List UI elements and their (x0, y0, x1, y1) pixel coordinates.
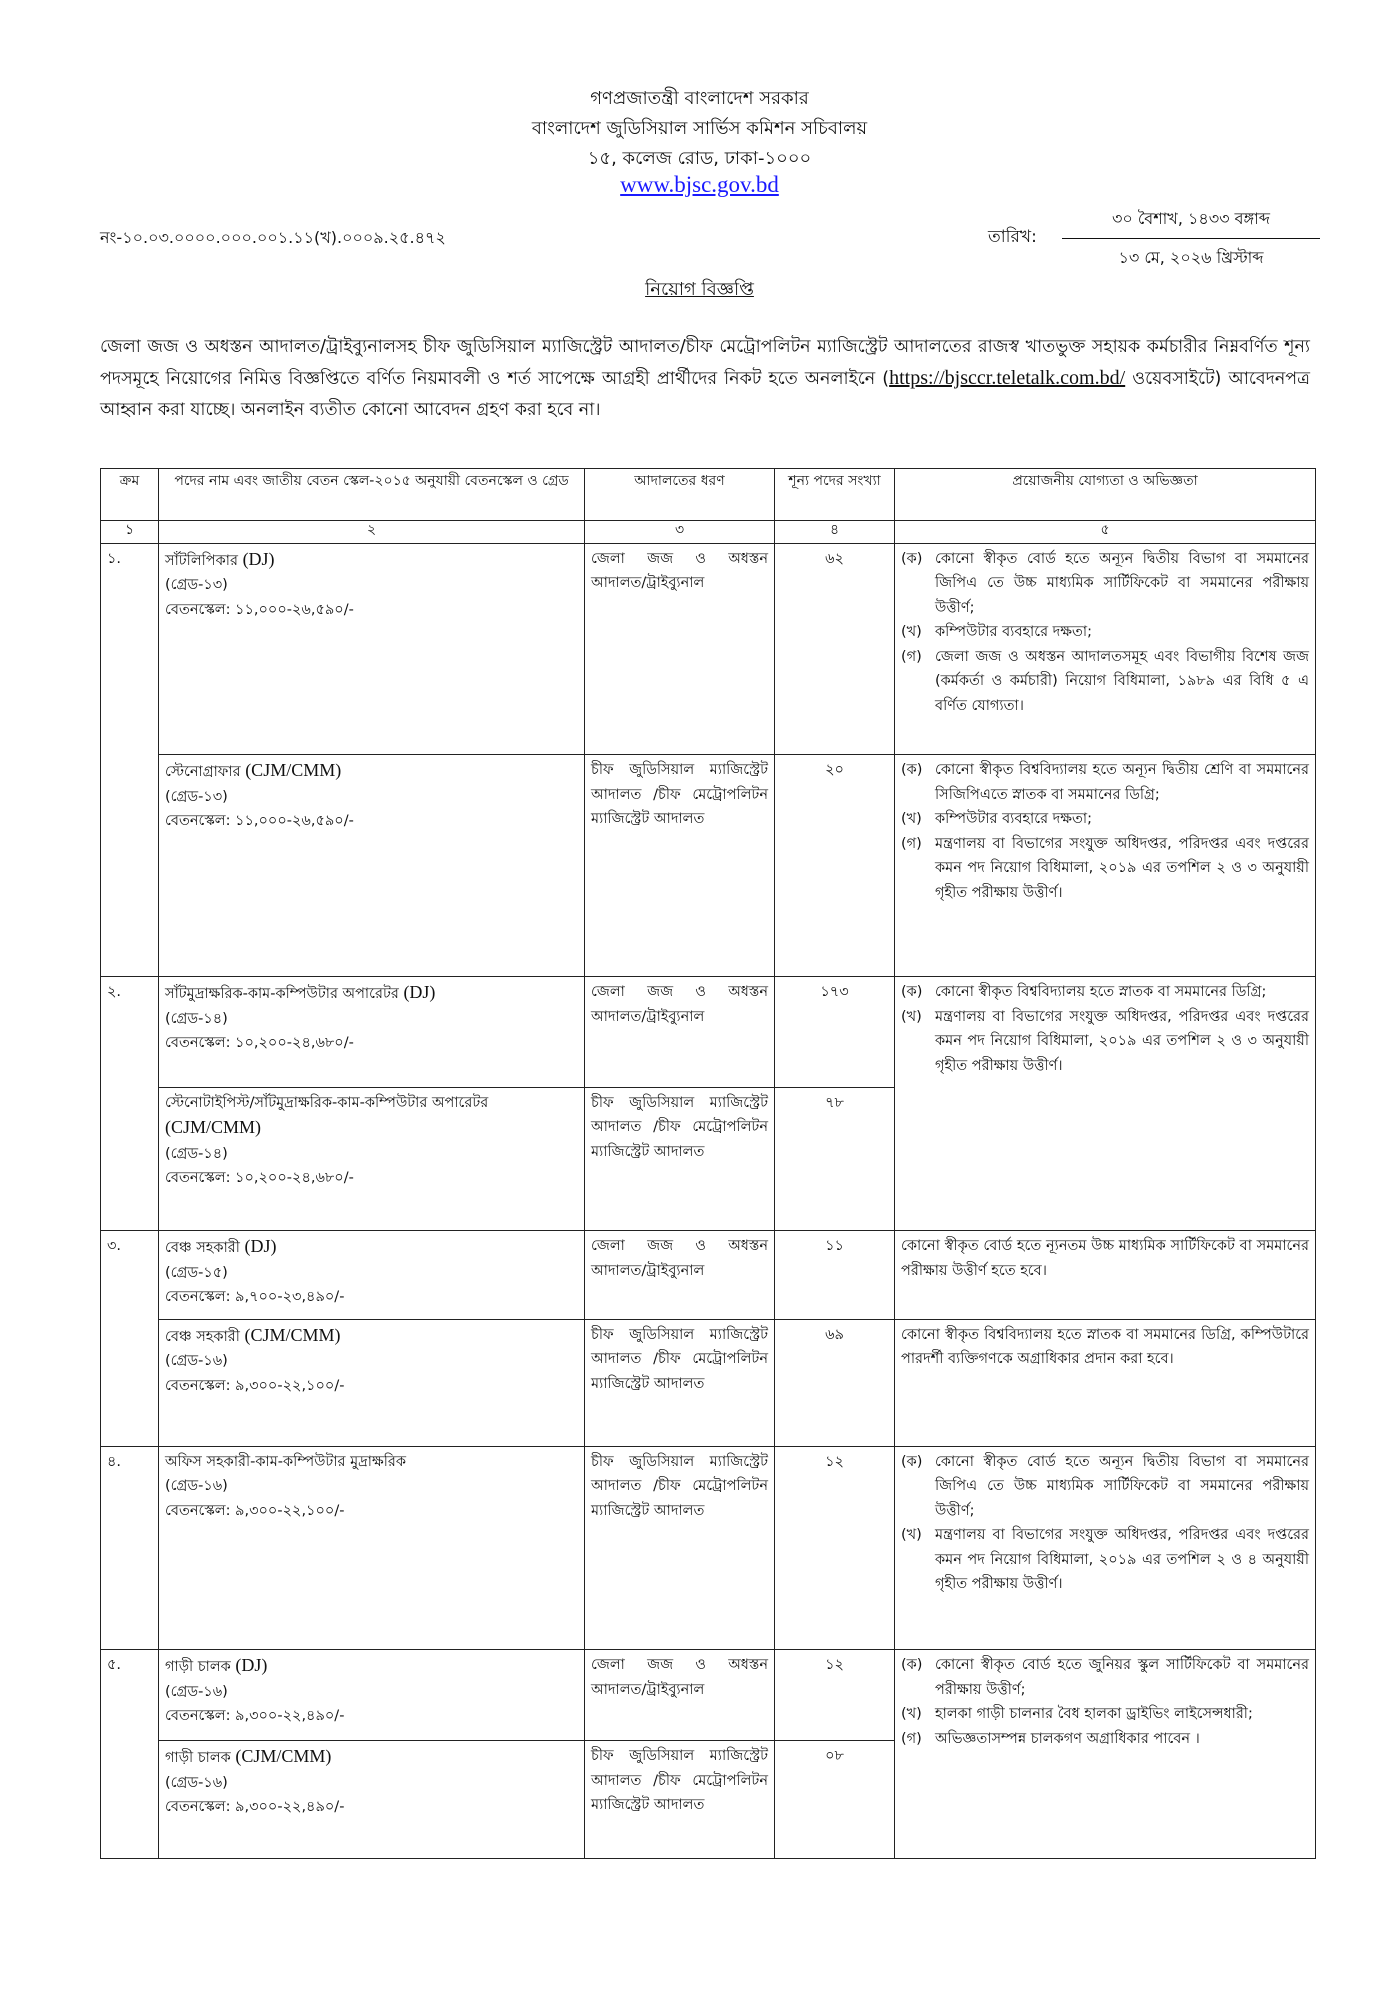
post-scale: বেতনস্কেল: ৯,৩০০-২২,১০০/- (165, 1502, 345, 1519)
row-serial: ২. (101, 977, 159, 1231)
table-row (101, 1319, 1316, 1446)
post-scale: বেতনস্কেল: ১০,২০০-২৪,৬৮০/- (165, 1035, 354, 1051)
qualification-item (901, 980, 1309, 1005)
table-row (101, 755, 1316, 977)
court-type: চীফ জুডিসিয়াল ম্যাজিস্ট্রেট আদালত /চীফ মেট্রোপলিটন ম্যাজিস্ট্রেট আদালত (585, 1741, 775, 1859)
court-type: চীফ জুডিসিয়াল ম্যাজিস্ট্রেট আদালত /চীফ মেট্রোপলিটন ম্যাজিস্ট্রেট আদালত (585, 1319, 775, 1446)
post-grade: (গ্রেড-১৬) (165, 1353, 228, 1370)
item-mark: (খ) (901, 1008, 922, 1025)
post-tag: (CJM/CMM) (165, 1117, 262, 1138)
item-mark: (ক) (901, 1453, 923, 1470)
post-tag: (CJM/CMM) (244, 1324, 341, 1345)
date-bangla: ৩০ বৈশাখ, ১৪৩৩ বঙ্গাব্দ (1062, 206, 1320, 239)
item-text: জেলা জজ ও অধস্তন আদালতসমূহ এবং বিভাগীয় বিশেষ জজ (কর্মকর্তা ও কর্মচারী) নিয়োগ বিধিমালা, ১৯৮৯ এর বিধি ৫ এ বর্ণিত যোগ্যতা। (935, 648, 1309, 714)
table-row (101, 977, 1316, 1088)
post-cell (159, 755, 585, 977)
memo-number: নং-১০.০৩.০০০০.০০০.০০১.১১(খ).০০০৯.২৫.৪৭২ (100, 228, 446, 247)
post-scale: বেতনস্কেল: ১১,০০০-২৬,৫৯০/- (165, 813, 354, 830)
qualification-item (901, 758, 1309, 807)
date-label: তারিখ: (988, 227, 1037, 247)
qualification-cell (895, 977, 1316, 1231)
post-tag: (DJ) (235, 1655, 268, 1676)
court-type: জেলা জজ ও অধস্তন আদালত/ট্রাইব্যুনাল (585, 1231, 775, 1320)
item-text: হালকা গাড়ী চালনার বৈধ হালকা ড্রাইভিং লাইসেন্সধারী; (935, 1706, 1253, 1723)
item-mark: (গ) (901, 835, 922, 852)
item-mark: (খ) (901, 1527, 922, 1544)
header-qualification: প্রয়োজনীয় যোগ্যতা ও অভিজ্ঞতা (895, 469, 1316, 521)
col-number: ১ (101, 521, 159, 543)
post-cell (159, 1087, 585, 1230)
row-serial: ৫. (101, 1650, 159, 1859)
notice-title-text: নিয়োগ বিজ্ঞপ্তি (645, 279, 754, 300)
item-mark: (ক) (901, 984, 923, 1000)
item-mark: (খ) (901, 1706, 922, 1723)
post-title (165, 980, 578, 1007)
post-cell (159, 1231, 585, 1320)
qualification-text: কোনো স্বীকৃত বোর্ড হতে ন্যূনতম উচ্চ মাধ্যমিক সার্টিফিকেট বা সমমানের পরীক্ষায় উত্তীর্ণ হতে হবে। (901, 1238, 1309, 1279)
item-text: কোনো স্বীকৃত বোর্ড হতে জুনিয়র স্কুল সার্টিফিকেট বা সমমানের পরীক্ষায় উত্তীর্ণ; (935, 1657, 1309, 1698)
qualification-item (901, 1702, 1309, 1727)
court-type: জেলা জজ ও অধস্তন আদালত/ট্রাইব্যুনাল (585, 1650, 775, 1741)
post-scale: বেতনস্কেল: ১০,২০০-২৪,৬৮০/- (165, 1170, 354, 1187)
item-mark: (ক) (901, 1657, 923, 1674)
qualification-item (901, 1005, 1309, 1079)
row-serial: ৩. (101, 1231, 159, 1447)
qualification-item (901, 1523, 1309, 1597)
qualification-item (901, 645, 1309, 719)
vacancy-count: ৭৮ (775, 1087, 895, 1230)
post-name: স্টেনোগ্রাফার (165, 764, 241, 781)
header-post: পদের নাম এবং জাতীয় বেতন স্কেল-২০১৫ অনুযায়ী বেতনস্কেল ও গ্রেড (159, 469, 585, 521)
vacancy-count: ১২ (775, 1650, 895, 1741)
post-grade: (গ্রেড-১৬) (165, 1683, 228, 1700)
item-text: মন্ত্রণালয় বা বিভাগের সংযুক্ত অধিদপ্তর, পরিদপ্তর এবং দপ্তরের কমন পদ নিয়োগ বিধিমালা, ২০১৯ এর তপশিল ২ ও ৩ অনুযায়ী গৃহীত পরীক্ষায় উত্তীর্ণ। (935, 1008, 1309, 1074)
post-tag: (DJ) (242, 548, 275, 569)
header-serial: ক্রম (101, 469, 159, 521)
post-grade: (গ্রেড-১৪) (165, 1010, 228, 1027)
post-name: সাঁটমুদ্রাক্ষরিক-কাম-কম্পিউটার অপারেটর (165, 986, 399, 1002)
qualification-item (901, 1653, 1309, 1702)
post-grade: (গ্রেড-১৬) (165, 1478, 228, 1495)
application-link[interactable]: https://bjsccr.teletalk.com.bd/ (889, 367, 1126, 389)
col-number: ৩ (585, 521, 775, 543)
court-type: জেলা জজ ও অধস্তন আদালত/ট্রাইব্যুনাল (585, 543, 775, 755)
court-type: জেলা জজ ও অধস্তন আদালত/ট্রাইব্যুনাল (585, 977, 775, 1088)
item-text: কম্পিউটার ব্যবহারে দক্ষতা; (935, 811, 1092, 828)
post-scale: বেতনস্কেল: ৯,৭০০-২৩,৪৯০/- (165, 1289, 345, 1305)
item-text: মন্ত্রণালয় বা বিভাগের সংযুক্ত অধিদপ্তর, পরিদপ্তর এবং দপ্তরের কমন পদ নিয়োগ বিধিমালা, ২০১৯ এর তপশিল ২ ও ৪ অনুযায়ী গৃহীত পরীক্ষায় উত্তীর্ণ। (935, 1527, 1309, 1593)
office-name: বাংলাদেশ জুডিসিয়াল সার্ভিস কমিশন সচিবালয় (531, 118, 868, 139)
qualification-cell (895, 543, 1316, 755)
col-number: ৫ (895, 521, 1316, 543)
intro-text-2: ওয়েবসাইটে) আবেদনপত্র আহ্বান করা যাচ্ছে। অনলাইন ব্যতীত কোনো আবেদন গ্রহণ করা হবে না। (100, 369, 1310, 420)
post-title (165, 1323, 578, 1350)
date-block (1062, 206, 1320, 272)
item-mark: (খ) (901, 811, 922, 828)
office-address: ১৫, কলেজ রোড, ঢাকা-১০০০ (587, 148, 812, 169)
post-scale: বেতনস্কেল: ৯,৩০০-২২,৪৯০/- (165, 1708, 345, 1725)
item-mark: (খ) (901, 624, 922, 641)
column-number-row (101, 521, 1316, 543)
item-mark: (গ) (901, 1730, 922, 1747)
vacancy-table (100, 468, 1316, 1859)
website-link[interactable]: www.bjsc.gov.bd (620, 172, 779, 197)
qualification-item (901, 1727, 1309, 1752)
col-number: ২ (159, 521, 585, 543)
post-name: বেঞ্চ সহকারী (165, 1240, 240, 1256)
item-mark: (গ) (901, 648, 922, 665)
post-title (165, 1744, 578, 1771)
post-title (165, 1234, 578, 1261)
vacancy-count: ১৭৩ (775, 977, 895, 1088)
notice-title (0, 275, 1399, 306)
post-tag: (DJ) (244, 1236, 277, 1256)
post-title (165, 1653, 578, 1680)
row-serial: ৪. (101, 1446, 159, 1650)
post-name: সাঁটলিপিকার (165, 552, 238, 569)
post-cell (159, 543, 585, 755)
court-type: চীফ জুডিসিয়াল ম্যাজিস্ট্রেট আদালত /চীফ মেট্রোপলিটন ম্যাজিস্ট্রেট আদালত (585, 1087, 775, 1230)
post-cell (159, 1650, 585, 1741)
vacancy-count: ২০ (775, 755, 895, 977)
qualification-cell (895, 755, 1316, 977)
post-name: গাড়ী চালক (165, 1750, 236, 1766)
post-title (165, 758, 578, 785)
post-tag: (CJM/CMM) (235, 1746, 332, 1766)
court-type: চীফ জুডিসিয়াল ম্যাজিস্ট্রেট আদালত /চীফ মেট্রোপলিটন ম্যাজিস্ট্রেট আদালত (585, 1446, 775, 1650)
intro-paragraph (100, 332, 1310, 426)
vacancy-count: ৬৯ (775, 1319, 895, 1446)
post-name: বেঞ্চ সহকারী (165, 1328, 240, 1345)
post-grade: (গ্রেড-১৫) (165, 1264, 228, 1281)
post-cell (159, 1319, 585, 1446)
table-header-row (101, 469, 1316, 521)
post-scale: বেতনস্কেল: ৯,৩০০-২২,১০০/- (165, 1377, 345, 1394)
qualification-item (901, 547, 1309, 621)
post-cell (159, 1741, 585, 1859)
item-text: অভিজ্ঞতাসম্পন্ন চালকগণ অগ্রাধিকার পাবেন । (935, 1730, 1200, 1747)
header-court: আদালতের ধরণ (585, 469, 775, 521)
qualification-cell (895, 1650, 1316, 1859)
post-title (165, 547, 578, 574)
table-row (101, 1650, 1316, 1741)
item-text: কোনো স্বীকৃত বিশ্ববিদ্যালয় হতে স্নাতক বা সমমানের ডিগ্রি; (935, 984, 1267, 1000)
qualification-cell (895, 1231, 1316, 1320)
post-title (165, 1091, 578, 1142)
post-scale: বেতনস্কেল: ৯,৩০০-২২,৪৯০/- (165, 1799, 345, 1815)
post-grade: (গ্রেড-১৪) (165, 1145, 228, 1162)
table-row (101, 1446, 1316, 1650)
qualification-text: কোনো স্বীকৃত বিশ্ববিদ্যালয় হতে স্নাতক বা সমমানের ডিগ্রি, কম্পিউটারে পারদর্শী ব্যক্তিগণকে অগ্রাধিকার প্রদান করা হবে। (901, 1326, 1309, 1368)
qualification-cell (895, 1319, 1316, 1446)
vacancy-count: ১২ (775, 1446, 895, 1650)
vacancy-count: ৬২ (775, 543, 895, 755)
post-name: গাড়ী চালক (165, 1659, 231, 1676)
intro-text-1: জেলা জজ ও অধস্তন আদালত/ট্রাইব্যুনালসহ চীফ জুডিসিয়াল ম্যাজিস্ট্রেট আদালত/চীফ মেট্রোপলিটন ম্যাজিস্ট্রেট আদালতের রাজস্ব খাতভুক্ত সহায়ক কর্মচারীর নিম্নবর্ণিত শূন্য পদসমূহে নিয়োগের নিমিত্ত বিজ্ঞপ্তিতে বর্ণিত নিয়মাবলী ও শর্ত সাপেক্ষে আগ্রহী প্রার্থীদের নিকট হতে অনলাইনে ( (100, 337, 1310, 389)
post-scale: বেতনস্কেল: ১১,০০০-২৬,৫৯০/- (165, 601, 354, 618)
post-cell (159, 1446, 585, 1650)
post-name: অফিস সহকারী-কাম-কম্পিউটার মুদ্রাক্ষরিক (165, 1453, 407, 1470)
post-grade: (গ্রেড-১৬) (165, 1774, 228, 1791)
post-grade: (গ্রেড-১৩) (165, 577, 228, 594)
court-type: চীফ জুডিসিয়াল ম্যাজিস্ট্রেট আদালত /চীফ মেট্রোপলিটন ম্যাজিস্ট্রেট আদালত (585, 755, 775, 977)
qualification-item (901, 1450, 1309, 1524)
govt-name: গণপ্রজাতন্ত্রী বাংলাদেশ সরকার (590, 88, 809, 109)
post-grade: (গ্রেড-১৩) (165, 788, 228, 805)
item-text: মন্ত্রণালয় বা বিভাগের সংযুক্ত অধিদপ্তর, পরিদপ্তর এবং দপ্তরের কমন পদ নিয়োগ বিধিমালা, ২০১৯ এর তপশিল ২ ও ৩ অনুযায়ী গৃহীত পরীক্ষায় উত্তীর্ণ। (935, 835, 1309, 901)
item-mark: (ক) (901, 550, 923, 567)
post-cell (159, 977, 585, 1088)
qualification-item (901, 620, 1309, 645)
qualification-cell (895, 1446, 1316, 1650)
item-text: কোনো স্বীকৃত বোর্ড হতে অন্যূন দ্বিতীয় বিভাগ বা সমমানের জিপিএ তে উচ্চ মাধ্যমিক সার্টিফিকেট বা সমমানের পরীক্ষায় উত্তীর্ণ; (935, 550, 1309, 616)
vacancy-count: ০৮ (775, 1741, 895, 1859)
table-row (101, 543, 1316, 755)
date-gregorian: ১৩ মে, ২০২৬ খ্রিস্টাব্দ (1118, 248, 1264, 267)
col-number: ৪ (775, 521, 895, 543)
item-text: কোনো স্বীকৃত বোর্ড হতে অন্যূন দ্বিতীয় বিভাগ বা সমমানের জিপিএ তে উচ্চ মাধ্যমিক সার্টিফিকেট বা সমমানের পরীক্ষায় উত্তীর্ণ; (935, 1453, 1309, 1519)
item-text: কোনো স্বীকৃত বিশ্ববিদ্যালয় হতে অন্যূন দ্বিতীয় শ্রেণি বা সমমানের সিজিপিএতে স্নাতক বা সমমানের ডিগ্রি; (935, 762, 1309, 803)
post-tag: (DJ) (403, 982, 436, 1002)
item-mark: (ক) (901, 762, 923, 779)
qualification-item (901, 832, 1309, 906)
post-name: স্টেনোটাইপিস্ট/সাঁটমুদ্রাক্ষরিক-কাম-কম্পিউটার অপারেটর (165, 1094, 489, 1111)
header-vacancy: শূন্য পদের সংখ্যা (775, 469, 895, 521)
item-text: কম্পিউটার ব্যবহারে দক্ষতা; (935, 624, 1092, 641)
table-row (101, 1231, 1316, 1320)
vacancy-count: ১১ (775, 1231, 895, 1320)
qualification-item (901, 807, 1309, 832)
row-serial: ১. (101, 543, 159, 976)
post-tag: (CJM/CMM) (245, 760, 342, 781)
